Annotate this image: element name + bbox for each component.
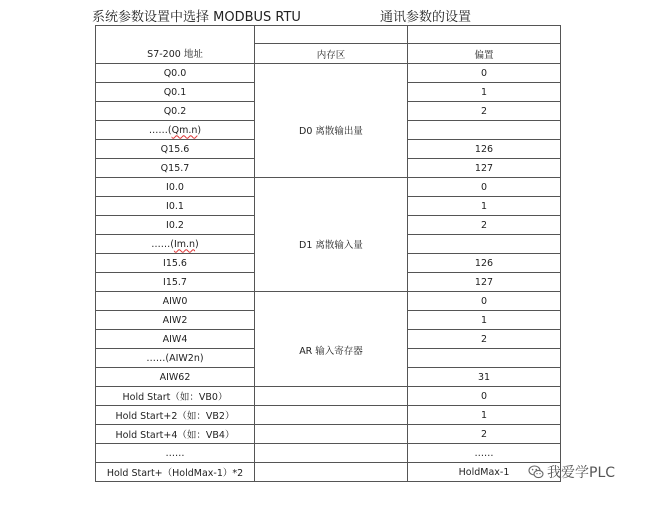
offset-cell: 126 [408, 254, 561, 273]
offset-cell [408, 349, 561, 368]
address-cell: AIW62 [96, 368, 255, 387]
area-cell-empty [255, 425, 408, 444]
watermark [528, 462, 615, 482]
table-row [96, 463, 561, 482]
offset-cell: 0 [408, 64, 561, 83]
offset-cell: 2 [408, 425, 561, 444]
area-cell-empty [255, 463, 408, 482]
address-cell: AIW4 [96, 330, 255, 349]
modbus-mapping-table [95, 25, 561, 482]
offset-cell: 127 [408, 273, 561, 292]
offset-cell: 2 [408, 216, 561, 235]
offset-cell: 1 [408, 311, 561, 330]
title-left: 系统参数设置中选择 MODBUS RTU [92, 10, 301, 25]
address-suffix: ) [195, 238, 199, 250]
offset-cell: 31 [408, 368, 561, 387]
watermark-text: 我爱学PLC [547, 465, 616, 481]
area-cell-d1 [255, 178, 408, 292]
offset-cell: …… [408, 444, 561, 463]
offset-cell [408, 121, 561, 140]
address-cell: …… [96, 444, 255, 463]
address-cell: Hold Start（如：VB0） [96, 387, 255, 406]
table-row [96, 292, 561, 311]
offset-cell: 0 [408, 292, 561, 311]
address-prefix: ……( [151, 238, 174, 250]
address-cell: Hold Start+2（如：VB2） [96, 406, 255, 425]
area-cell-empty [255, 406, 408, 425]
address-cell: I0.0 [96, 178, 255, 197]
address-cell: I15.6 [96, 254, 255, 273]
header-address: S7-200 地址 [96, 26, 255, 64]
address-cell: Q0.2 [96, 102, 255, 121]
address-prefix: ……( [148, 124, 172, 136]
offset-cell [408, 235, 561, 254]
table-row [96, 178, 561, 197]
offset-cell: 1 [408, 83, 561, 102]
address-cell: I0.1 [96, 197, 255, 216]
wechat-logo-icon [528, 464, 544, 480]
area-label-d1: D1 离散输入量 [299, 239, 363, 251]
address-suffix: ) [197, 124, 202, 136]
address-cell: Q0.0 [96, 64, 255, 83]
offset-cell: 1 [408, 406, 561, 425]
title-right: 通讯参数的设置 [380, 10, 472, 25]
header-area: 内存区 [255, 44, 408, 64]
address-wavy: Qm.n [171, 124, 198, 136]
area-label-ar: AR 输入寄存器 [299, 346, 363, 357]
offset-cell: 2 [408, 330, 561, 349]
header-blank [255, 26, 408, 44]
offset-cell: 0 [408, 178, 561, 197]
table-row [96, 26, 561, 44]
offset-cell: 1 [408, 197, 561, 216]
table-row [96, 64, 561, 83]
header-blank [408, 26, 561, 44]
table-row [96, 425, 561, 444]
offset-cell: 126 [408, 140, 561, 159]
address-cell [96, 121, 255, 140]
address-cell: I0.2 [96, 216, 255, 235]
address-cell: I15.7 [96, 273, 255, 292]
offset-cell: HoldMax-1 [408, 463, 561, 482]
address-cell [96, 235, 255, 254]
area-cell-ar [255, 292, 408, 387]
address-cell: Q15.7 [96, 159, 255, 178]
address-cell: Hold Start+4（如：VB4） [96, 425, 255, 444]
address-wavy: Im.n [173, 238, 196, 250]
area-label-d0: D0 离散输出量 [299, 125, 363, 137]
area-cell-d0 [255, 64, 408, 178]
offset-cell: 127 [408, 159, 561, 178]
header-offset: 偏置 [408, 44, 561, 64]
address-cell: ……(AIW2n) [96, 349, 255, 368]
address-cell: Hold Start+（HoldMax-1）*2 [96, 463, 255, 482]
address-cell: Q15.6 [96, 140, 255, 159]
address-cell: AIW0 [96, 292, 255, 311]
table-row [96, 387, 561, 406]
table-row [96, 444, 561, 463]
area-cell-empty [255, 444, 408, 463]
area-cell-empty [255, 387, 408, 406]
address-cell: Q0.1 [96, 83, 255, 102]
offset-cell: 2 [408, 102, 561, 121]
offset-cell: 0 [408, 387, 561, 406]
table-row [96, 406, 561, 425]
address-cell: AIW2 [96, 311, 255, 330]
